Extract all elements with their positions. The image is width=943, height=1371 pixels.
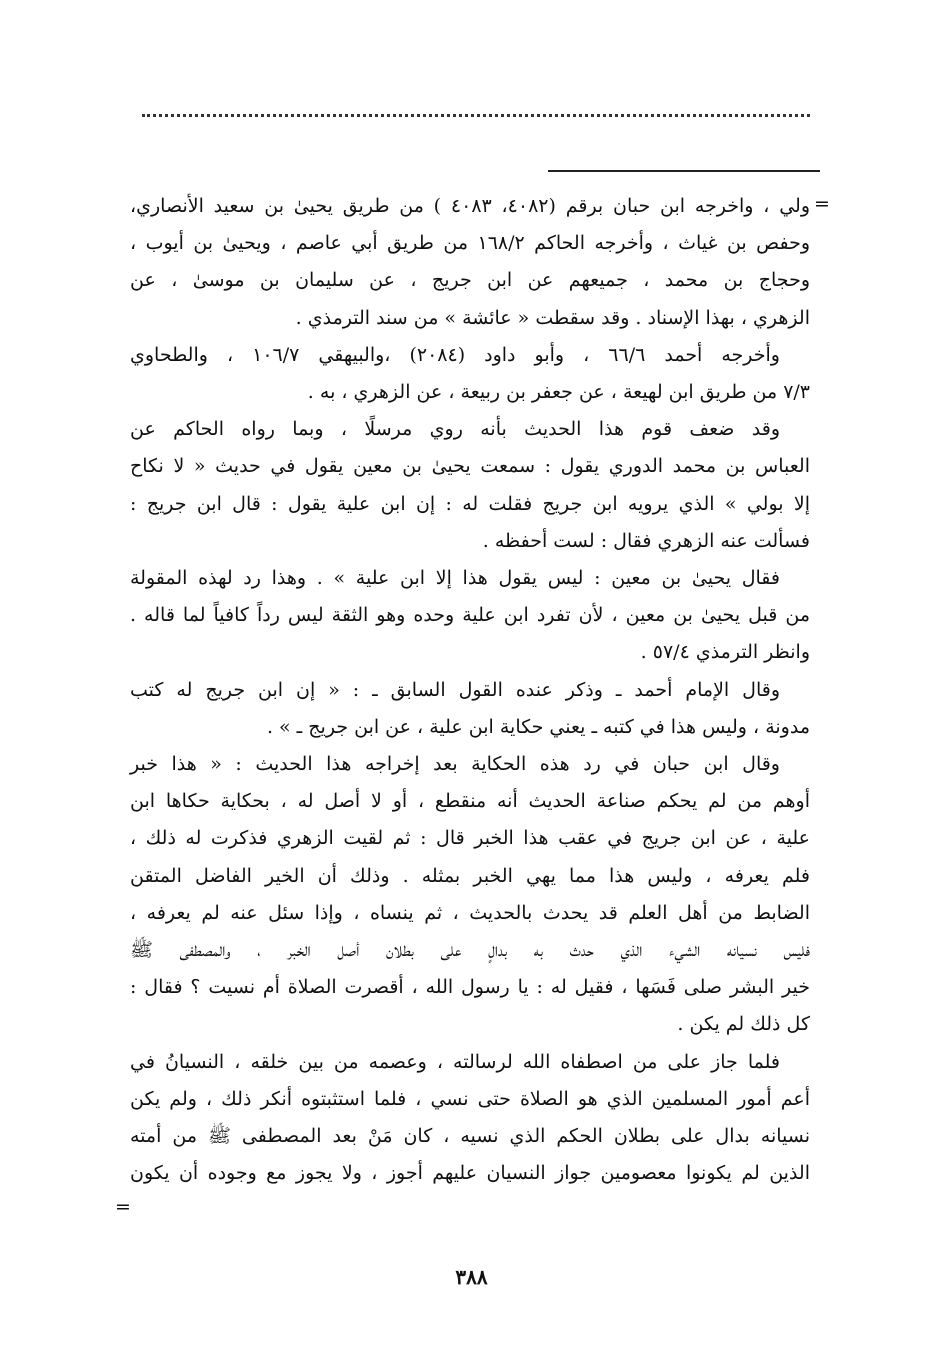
continuation-mark-bottom: = xyxy=(115,1196,131,1218)
footnote-rule xyxy=(548,170,820,172)
text-line: الذين لم يكونوا معصومين جواز النسيان عليهم أجوز ، ولا يجوز مع وجوده أن يكون xyxy=(130,1162,810,1185)
text-line: وانظر الترمذي ٥٧/٤ . xyxy=(640,641,810,664)
text-line: فقال يحيىٰ بن معين : ليس يقول هذا إلا ابن علية » . وهذا رد لهذه المقولة xyxy=(130,567,780,590)
page-number: ٣٨٨ xyxy=(455,1265,488,1289)
paragraph-3 xyxy=(130,411,810,560)
paragraph-4 xyxy=(130,560,810,672)
text-line: وقد ضعف قوم هذا الحديث بأنه روي مرسلًا ، وبما رواه الحاكم عن xyxy=(130,418,780,441)
text-line: كل ذلك لم يكن . xyxy=(677,1013,810,1036)
paragraph-6 xyxy=(130,746,810,1044)
text-line: وحفص بن غياث ، وأخرجه الحاكم ١٦٨/٢ من طريق أبي عاصم ، ويحيىٰ بن أيوب ، xyxy=(130,232,810,255)
continuation-mark-top: = xyxy=(814,193,830,215)
text-line: نسيانه بدال على بطلان الحكم الذي نسيه ، كان مَنْ بعد المصطفى ﷺ من أمته xyxy=(130,1125,810,1148)
text-line: وحجاج بن محمد ، جميعهم عن ابن جريج ، عن سليمان بن موسىٰ ، عن xyxy=(130,269,810,292)
text-line: وأخرجه أحمد ٦٦/٦ ، وأبو داود (٢٠٨٤) ،والبيهقي ١٠٦/٧ ، والطحاوي xyxy=(130,343,780,366)
text-line: الزهري ، بهذا الإسناد . وقد سقطت « عائشة » من سند الترمذي . xyxy=(295,306,810,329)
dotted-separator xyxy=(142,114,810,117)
text-line: فليس نسيانه الشيء الذي حدث به بدالٍ على بطلان أصل الخبر ، والمصطفى ﷺ xyxy=(130,939,810,962)
text-line: العباس بن محمد الدوري يقول : سمعت يحيىٰ بن معين يقول في حديث « لا نكاح xyxy=(130,455,810,478)
text-line: فلما جاز على من اصطفاه الله لرسالته ، وعصمه من بين خلقه ، النسيانُ في xyxy=(130,1050,780,1073)
text-line: إلا بولي » الذي يرويه ابن جريج فقلت له : إن ابن علية يقول : قال ابن جريج : xyxy=(130,492,810,515)
text-line: مدونة ، وليس هذا في كتبه ـ يعني حكاية ابن علية ، عن ابن جريج ـ » . xyxy=(266,715,810,738)
text-line: ٧/٣ من طريق ابن لهيعة ، عن جعفر بن ربيعة ، عن الزهري ، به . xyxy=(307,381,810,404)
paragraph-5 xyxy=(130,672,810,746)
text-line: علية ، عن ابن جريج في عقب هذا الخبر قال : ثم لقيت الزهري فذكرت له ذلك ، xyxy=(130,827,810,850)
text-line: خير البشر صلى فَسَها ، فقيل له : يا رسول الله ، أقصرت الصلاة أم نسيت ؟ فقال : xyxy=(130,976,810,999)
paragraph-1 xyxy=(130,188,810,337)
text-line: أعم أمور المسلمين الذي هو الصلاة حتى نسي ، فلما استثبتوه أنكر ذلك ، ولم يكن xyxy=(130,1087,810,1110)
text-line: من قبل يحيىٰ بن معين ، لأن تفرد ابن علية وحده وهو الثقة ليس رداً كافياً لما قاله . xyxy=(130,604,810,627)
text-line: وقال الإمام أحمد ـ وذكر عنده القول السابق ـ : « إن ابن جريج له كتب xyxy=(130,678,780,701)
paragraph-2 xyxy=(130,337,810,411)
footnote-text xyxy=(130,188,810,1192)
text-line: أوهم من لم يحكم صناعة الحديث أنه منقطع ، أو لا أصل له ، بحكاية حكاها ابن xyxy=(130,790,810,813)
text-line: وقال ابن حبان في رد هذه الحكاية بعد إخراجه هذا الحديث : « هذا خبر xyxy=(130,753,780,776)
text-line: الضابط من أهل العلم قد يحدث بالحديث ، ثم ينساه ، وإذا سئل عنه لم يعرفه ، xyxy=(130,901,810,924)
text-line: ولي ، واخرجه ابن حبان برقم (٤٠٨٢، ٤٠٨٣ ) من طريق يحيىٰ بن سعيد الأنصاري، xyxy=(130,195,811,217)
text-line: فلم يعرفه ، وليس هذا مما يهي الخبر بمثله . وذلك أن الخير الفاضل المتقن xyxy=(130,864,810,887)
paragraph-7 xyxy=(130,1044,810,1193)
text-line: فسألت عنه الزهري فقال : لست أحفظه . xyxy=(482,529,810,552)
